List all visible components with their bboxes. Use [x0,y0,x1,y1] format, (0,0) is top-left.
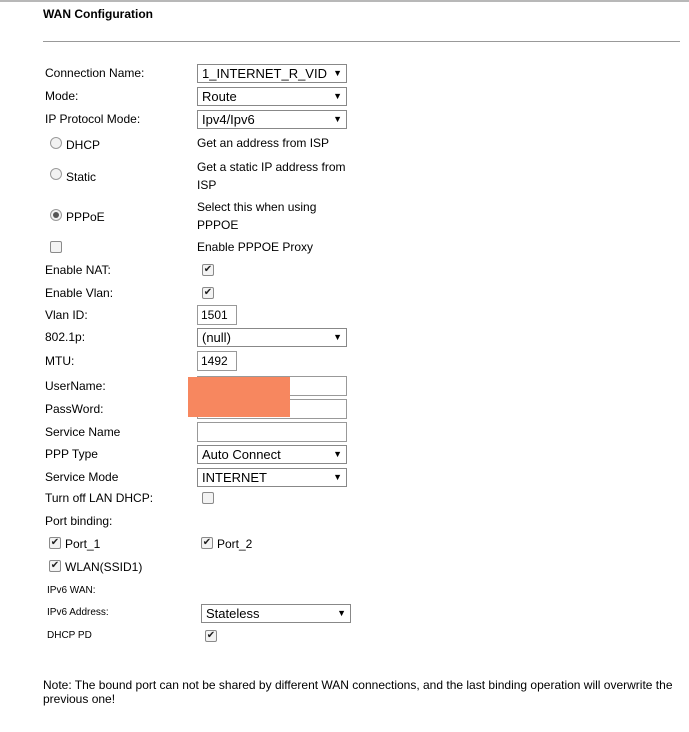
chevron-down-icon: ▼ [333,449,342,459]
connection-name-value: 1_INTERNET_R_VID [202,66,327,81]
divider [43,41,680,42]
turn-off-lan-dhcp-checkbox[interactable] [202,492,214,504]
dhcp-label: DHCP [66,138,101,152]
ip-protocol-mode-label: IP Protocol Mode: [45,112,141,126]
mtu-label: MTU: [45,354,75,368]
pppoe-proxy-label: Enable PPPOE Proxy [197,240,314,254]
port-1-checkbox[interactable]: ✔ [50,537,60,548]
chevron-down-icon: ▼ [333,332,342,342]
username-label: UserName: [45,379,106,393]
port-binding-label: Port binding: [45,514,113,528]
dhcp-radio[interactable] [50,137,62,149]
password-label: PassWord: [45,402,104,416]
dhcp-description: Get an address from ISP [197,136,330,150]
connection-name-label: Connection Name: [45,66,145,80]
pppoe-description-line-2: PPPOE [197,218,239,232]
static-description-line-1: Get a static IP address from [197,160,346,174]
service-mode-value: INTERNET [202,470,267,485]
ipv6-address-select[interactable] [201,604,351,623]
static-radio[interactable] [50,168,62,180]
ip-protocol-mode-select[interactable] [197,110,347,129]
turn-off-lan-dhcp-label: Turn off LAN DHCP: [45,491,154,505]
ppp-type-value: Auto Connect [202,447,281,462]
service-name-input[interactable] [197,422,347,442]
mtu-input[interactable]: 1492 [197,351,237,371]
page-title: WAN Configuration [43,7,153,21]
chevron-down-icon: ▼ [337,608,346,618]
ppp-type-label: PPP Type [45,447,98,461]
port-1-label: Port_1 [65,537,101,551]
wlan-ssid1-checkbox[interactable]: ✔ [50,560,60,571]
chevron-down-icon: ▼ [333,472,342,482]
service-name-label: Service Name [45,425,121,439]
ppp-type-select[interactable] [197,445,347,464]
dot1p-label: 802.1p: [45,330,86,344]
enable-nat-checkbox[interactable]: ✔ [203,264,213,275]
pppoe-label: PPPoE [66,210,105,224]
dhcp-pd-label: DHCP PD [47,630,92,641]
chevron-down-icon: ▼ [333,91,342,101]
vlan-id-label: Vlan ID: [45,308,88,322]
pppoe-radio[interactable] [50,209,62,221]
ipv6-address-value: Stateless [206,606,260,621]
ip-protocol-mode-value: Ipv4/Ipv6 [202,112,255,127]
chevron-down-icon: ▼ [333,68,342,78]
vlan-id-input[interactable]: 1501 [197,305,237,325]
static-label: Static [66,170,97,184]
mode-value: Route [202,89,237,104]
mode-select[interactable] [197,87,347,106]
pppoe-description-line-1: Select this when using [197,200,317,214]
pppoe-proxy-checkbox[interactable] [50,241,62,253]
dot1p-select[interactable] [197,328,347,347]
dhcp-pd-checkbox[interactable]: ✔ [206,630,216,641]
redaction-overlay [188,377,290,417]
port-2-label: Port_2 [217,537,253,551]
wlan-ssid1-label: WLAN(SSID1) [65,560,143,574]
chevron-down-icon: ▼ [333,114,342,124]
dot1p-value: (null) [202,330,231,345]
service-mode-label: Service Mode [45,470,119,484]
port-2-checkbox[interactable]: ✔ [202,537,212,548]
enable-vlan-checkbox[interactable]: ✔ [203,287,213,298]
enable-vlan-label: Enable Vlan: [45,286,114,300]
mode-label: Mode: [45,89,79,103]
enable-nat-label: Enable NAT: [45,263,111,277]
service-mode-select[interactable] [197,468,347,487]
ipv6-address-label: IPv6 Address: [47,607,109,618]
static-description-line-2: ISP [197,178,217,192]
binding-note: Note: The bound port can not be shared by different WAN connections, and the last binding operation will overwrite the previous one! [43,678,673,706]
connection-name-select[interactable] [197,64,347,83]
top-border [0,0,689,2]
ipv6-wan-label: IPv6 WAN: [47,585,96,596]
